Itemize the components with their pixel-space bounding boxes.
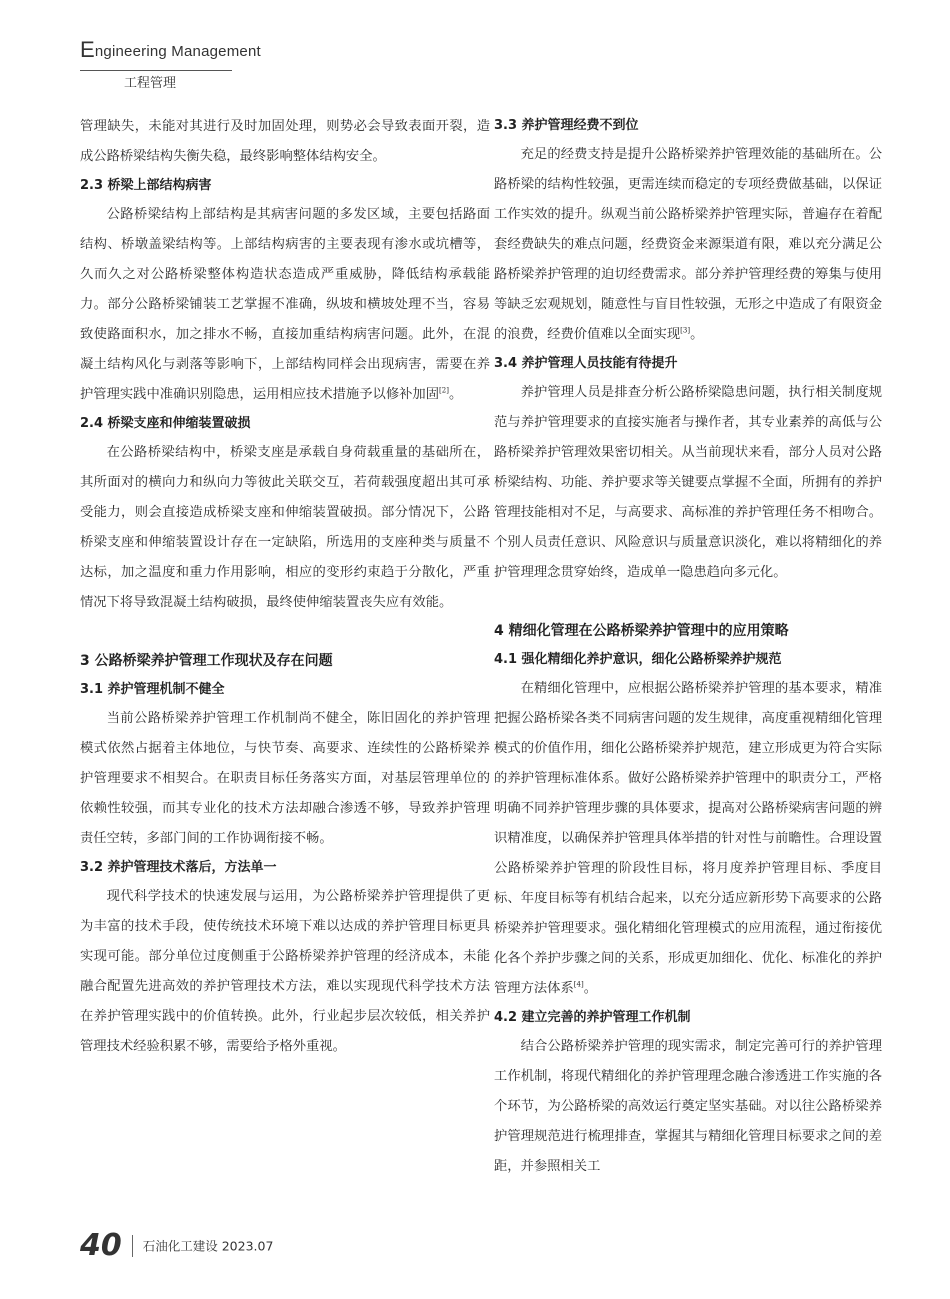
paragraph-text: 管理缺失，未能对其进行及时加固处理，则势必会导致表面开裂，造成公路桥梁结构失衡失稳，最终影响整体结构安全。: [80, 119, 490, 164]
citation-ref: [2]: [439, 386, 449, 395]
footer-divider: [132, 1235, 133, 1257]
subsection-heading: 3.4 养护管理人员技能有待提升: [494, 356, 678, 371]
paragraph-tail: 。: [448, 387, 463, 402]
citation-ref: [4]: [573, 980, 584, 989]
journal-brand: [80, 37, 261, 62]
paragraph-tail: 。: [583, 981, 597, 996]
page-number: 40: [80, 1228, 122, 1263]
subsection-heading: 2.4 桥梁支座和伸缩装置破损: [80, 416, 251, 431]
journal-issue: 石油化工建设 2023.07: [142, 1238, 274, 1254]
paragraph-text: 在公路桥梁结构中，桥梁支座是承载自身荷载重量的基础所在，其所面对的横向力和纵向力等彼此关联交互，若荷载强度超出其可承受能力，则会直接造成桥梁支座和伸缩装置破损。部分情况下，公路桥梁支座和伸缩装置设计存在一定缺陷，所选用的支座种类与质量不达标，加之温度和重力作用影响，相应的变形约束趋于分散化，严重情况下将导致混凝土结构破损，最终使伸缩装置丧失应有效能。: [80, 445, 490, 610]
left-column: [80, 112, 490, 1062]
subsection-heading: 4.1 强化精细化养护意识，细化公路桥梁养护规范: [494, 652, 782, 667]
subsection-heading: 3.2 养护管理技术落后，方法单一: [80, 860, 277, 875]
section-label: 工程管理: [124, 76, 177, 91]
subsection-heading: 2.3 桥梁上部结构病害: [80, 178, 212, 193]
paragraph: [80, 882, 490, 1062]
paragraph: [80, 200, 490, 410]
paragraph-text: 现代科学技术的快速发展与运用，为公路桥梁养护管理提供了更为丰富的技术手段，使传统技术环境下难以达成的养护管理目标更具实现可能。部分单位过度侧重于公路桥梁养护管理的经济成本，未能融合配置先进高效的养护管理技术方法，难以实现现代科学技术方法在养护管理实践中的价值转换。此外，行业起步层次较低，相关养护管理技术经验积累不够，需要给予格外重视。: [80, 889, 490, 1054]
paragraph: [494, 378, 882, 588]
subsection-heading: 4.2 建立完善的养护管理工作机制: [494, 1010, 691, 1025]
paragraph-text: 充足的经费支持是提升公路桥梁养护管理效能的基础所在。公路桥梁的结构性较强，更需连续而稳定的专项经费做基础，以保证工作实效的提升。纵观当前公路桥梁养护管理实际，普遍存在着配套经费缺失的难点问题，经费资金来源渠道有限，难以充分满足公路桥梁养护管理的迫切经费需求。部分养护管理经费的筹集与使用等缺乏宏观规划，随意性与盲目性较强，无形之中造成了有限资金的浪费，经费价值难以全面实现: [494, 147, 882, 342]
section-heading: 4 精细化管理在公路桥梁养护管理中的应用策略: [494, 623, 789, 639]
paragraph-text: 养护管理人员是排查分析公路桥梁隐患问题，执行相关制度规范与养护管理要求的直接实施者与操作者，其专业素养的高低与公路桥梁养护管理效果密切相关。从当前现状来看，部分人员对公路桥梁结构、功能、养护要求等关键要点掌握不全面，所拥有的养护管理技能相对不足，与高要求、高标准的养护管理任务不相吻合。个别人员责任意识、风险意识与质量意识淡化，难以将精细化的养护管理理念贯穿始终，造成单一隐患趋向多元化。: [494, 385, 882, 580]
paragraph: [80, 438, 490, 618]
subsection-heading: 3.3 养护管理经费不到位: [494, 118, 639, 133]
brand-initial: E: [80, 37, 95, 62]
paragraph: [494, 1032, 882, 1182]
subsection-heading: 3.1 养护管理机制不健全: [80, 682, 225, 697]
section-heading: 3 公路桥梁养护管理工作现状及存在问题: [80, 653, 333, 669]
paragraph: [80, 112, 490, 172]
paragraph-text: 公路桥梁结构上部结构是其病害问题的多发区域，主要包括路面结构、桥墩盖梁结构等。上部结构病害的主要表现有渗水或坑槽等，久而久之对公路桥梁整体构造状态造成严重威胁，降低结构承载能力。部分公路桥梁铺装工艺掌握不准确，纵坡和横坡处理不当，容易致使路面积水，加之排水不畅，直接加重结构病害问题。此外，在混凝土结构风化与剥落等影响下，上部结构同样会出现病害，需要在养护管理实践中准确识别隐患，运用相应技术措施予以修补加固: [80, 207, 490, 402]
running-header: [80, 37, 261, 91]
paragraph-text: 在精细化管理中，应根据公路桥梁养护管理的基本要求，精准把握公路桥梁各类不同病害问题的发生规律，高度重视精细化管理模式的价值作用，细化公路桥梁养护规范，建立形成更为符合实际的养护管理标准体系。做好公路桥梁养护管理中的职责分工，严格明确不同养护管理步骤的具体要求，提高对公路桥梁病害问题的辨识精准度，以确保养护管理具体举措的针对性与前瞻性。合理设置公路桥梁养护管理的阶段性目标，将月度养护管理目标、季度目标、年度目标等有机结合起来，以充分适应新形势下高要求的公路桥梁养护管理要求。强化精细化管理模式的应用流程，通过衔接优化各个养护步骤之间的关系，形成更加细化、优化、标准化的养护管理方法体系: [494, 681, 882, 996]
paragraph: [494, 140, 882, 350]
right-column: [494, 112, 882, 1182]
paragraph: [80, 704, 490, 854]
paragraph-text: 结合公路桥梁养护管理的现实需求，制定完善可行的养护管理工作机制，将现代精细化的养护管理理念融合渗透进工作实施的各个环节，为公路桥梁的高效运行奠定坚实基础。对以往公路桥梁养护管理规范进行梳理排查，掌握其与精细化管理目标要求之间的差距，并参照相关工: [494, 1039, 882, 1174]
citation-ref: [3]: [680, 326, 691, 335]
paragraph-tail: 。: [690, 327, 704, 342]
page-footer: [80, 1228, 273, 1268]
paragraph-text: 当前公路桥梁养护管理工作机制尚不健全，陈旧固化的养护管理模式依然占据着主体地位，与快节奏、高要求、连续性的公路桥梁养护管理要求不相契合。在职责目标任务落实方面，对基层管理单位的依赖性较强，而其专业化的技术方法却融合渗透不够，导致养护管理责任空转，多部门间的工作协调衔接不畅。: [80, 711, 490, 846]
paragraph: [494, 674, 882, 1004]
brand-rest: ngineering Management: [94, 43, 261, 60]
header-rule: [80, 70, 232, 71]
